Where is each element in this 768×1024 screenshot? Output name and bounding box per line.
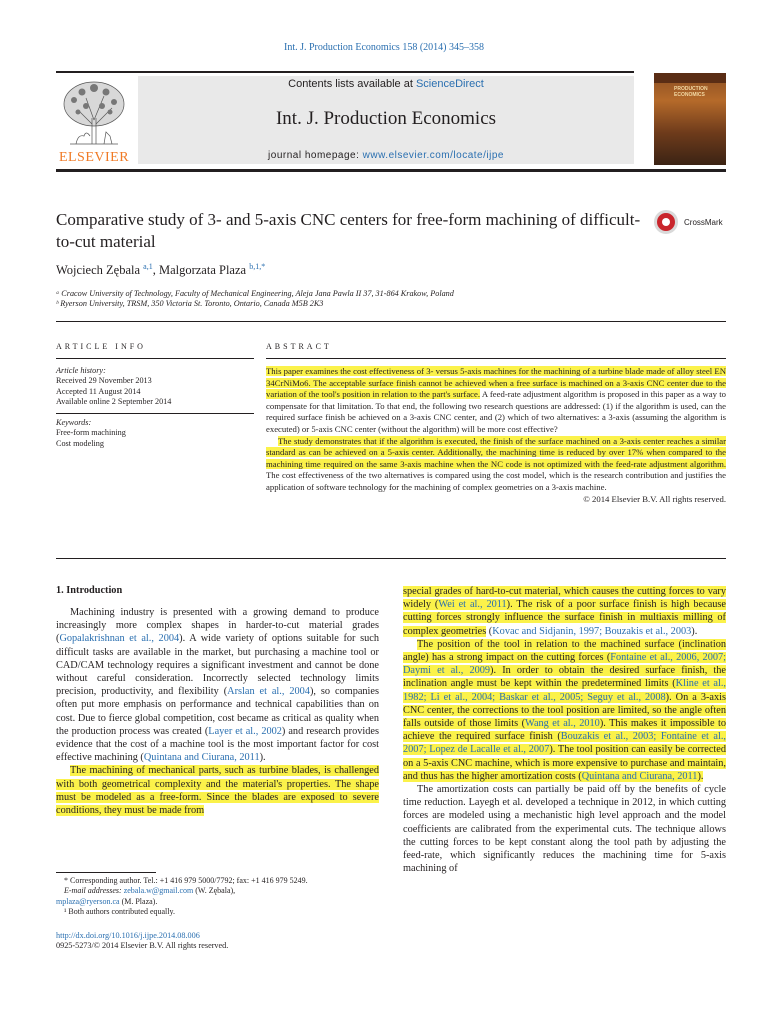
body-text: The position of the tool in relation to the machined surface (inclination angle) has a strong impact on the cutting forces ( <box>403 638 726 664</box>
divider <box>56 558 726 559</box>
email-note <box>56 886 379 896</box>
body-text: ). <box>691 625 698 637</box>
email-owner: (W. Zębala), <box>193 886 236 896</box>
article-history <box>56 366 254 407</box>
header-rule-top <box>56 71 634 73</box>
abstract-heading: ABSTRACT <box>266 342 332 351</box>
email-owner: (M. Plaza). <box>119 896 158 906</box>
cover-title: PRODUCTION ECONOMICS <box>674 86 708 98</box>
body-text: ), so companies often put more emphasis on performance and technical capabilities than on cost. Due to fierce global competition, cost became as critical as quality when the production process was created ( <box>56 686 380 737</box>
body-text: ( <box>486 625 493 637</box>
email-note <box>56 897 379 907</box>
crossmark-icon[interactable] <box>654 210 678 234</box>
citation-link[interactable]: Wei et al., 2011 <box>438 599 507 611</box>
email-label: E-mail addresses: <box>64 886 124 896</box>
body-paragraph <box>56 764 379 817</box>
header-rule-bottom <box>56 169 726 172</box>
citation-link[interactable]: Layer et al., 2002 <box>208 725 282 737</box>
publisher-wordmark: ELSEVIER <box>58 150 130 165</box>
accepted-date: Accepted 11 August 2014 <box>56 386 141 396</box>
contents-line <box>138 78 634 90</box>
contents-prefix: Contents lists available at <box>288 78 416 90</box>
body-text: ). <box>697 770 704 782</box>
body-text: Machining industry is presented with a growing demand to produce increasingly more complex shapes in harder-to-cut material grades ( <box>56 607 379 645</box>
journal-cover-thumbnail[interactable] <box>654 73 726 165</box>
doi-block <box>56 931 228 952</box>
keyword: Free-form machining <box>56 428 126 438</box>
cover-header-bar <box>654 73 726 83</box>
citation-link[interactable]: Bouzakis et al., 2003; Fontaine et al., 2007; Lopez de Lacalle et al., 2007 <box>403 731 726 756</box>
email-link[interactable]: zebala.w@gmail.com <box>123 886 194 896</box>
keywords <box>56 418 254 449</box>
journal-reference[interactable]: Int. J. Production Economics 158 (2014) 345–358 <box>284 42 484 53</box>
affiliation-a: ᵃ Cracow University of Technology, Faculty of Mechanical Engineering, Aleja Jana Pawla II 37, 31-864 Krakow, Poland <box>56 289 454 298</box>
abstract-copyright: © 2014 Elsevier B.V. All rights reserved. <box>583 493 726 504</box>
body-text: ). This makes it impossible to achieve the required surface finish ( <box>403 718 726 743</box>
history-label: Article history: <box>56 366 106 375</box>
contribution-note: ¹ Both authors contributed equally. <box>64 906 175 916</box>
citation-link[interactable]: Arslan et al., 2004 <box>227 686 310 698</box>
body-text: ) and research provides evidence that the cost of a machine tool is the most important factor for cost effective machining ( <box>56 725 379 764</box>
divider <box>56 358 254 359</box>
footnotes <box>56 876 379 917</box>
abstract-text: A feed-rate adjustment algorithm is proposed in this paper as a way to compensate for that limitation. To that end, the following two research questions are addressed: (1) if the algorithm is used, can the required surface finish be achieved on a 3-axis CNC center, and (2) which of two alternatives: a 3-axis (assuming the algorithm is executed) or 5-axis CNC center (without the algorithm) will be more cost effective? <box>266 389 726 434</box>
body-column-left <box>56 606 379 817</box>
received-date: Received 29 November 2013 <box>56 376 152 386</box>
abstract-text: The cost effectiveness of the two alternatives is compared using the cost model, which is the research contribution and justifies the application of software technology for the machining of complex geometries on a 3-axis machine. <box>266 470 726 492</box>
body-paragraph <box>403 638 726 783</box>
sciencedirect-link[interactable]: ScienceDirect <box>415 78 484 90</box>
keywords-label: Keywords: <box>56 418 92 427</box>
highlight[interactable]: This paper examines the cost effectiveness of 3- versus 5-axis machines for the machining of a turbine blade made of alloy steel EN 34CrNiMo6. The acceptable surface finish cannot be achieved when a free surface is machined on a 3-axis CNC center due to the variation of the tool's position in relation to the part's surface. <box>266 366 726 400</box>
divider <box>56 413 254 414</box>
body-text: ). A wide variety of options suitable for such difficult tasks are available in the market, but purchasing a machine tool or CAD/CAM technology requires a significant investment and cannot be done without careful consideration. Incorrectly selected technology limits precision, productivity, and flexibility ( <box>56 633 379 698</box>
citation-link[interactable]: Fontaine et al., 2006, 2007; Daymi et al., 2009 <box>403 652 727 677</box>
citation-link[interactable]: Quintana and Ciurana, 2011 <box>143 752 260 764</box>
journal-homepage-link[interactable]: www.elsevier.com/locate/ijpe <box>362 150 504 161</box>
body-column-right <box>403 585 726 875</box>
email-link[interactable]: mplaza@ryerson.ca <box>56 896 120 906</box>
body-text: ). The risk of a poor surface finish is high because cutting forces strongly influence the surface finish in multiaxis milling of complex geometries <box>403 599 726 637</box>
author-affiliation-marker[interactable]: a,1 <box>143 262 153 271</box>
citation-link[interactable]: Gopalakrishnan et al., 2004 <box>59 633 180 645</box>
author-affiliation-marker[interactable]: b,1,* <box>249 262 266 271</box>
divider <box>266 358 726 359</box>
online-date: Available online 2 September 2014 <box>56 396 172 406</box>
keyword: Cost modeling <box>56 438 104 448</box>
journal-homepage-line <box>138 150 634 161</box>
highlight[interactable]: The machining of mechanical parts, such as turbine blades, is challenged with both geometrical complexity and the material's properties. The shape must be modeled as a free-form. Since the blades are exposed to severe conditions, they must be made from <box>56 765 379 817</box>
corresponding-author-note: * Corresponding author. Tel.: +1 416 979 5000/7792; fax: +1 416 979 5249. <box>64 876 308 885</box>
body-text: ). The tool position can easily be corrected on a 5-axis CNC machine, which is more expensive to purchase and maintain, and thus has the higher amortization costs ( <box>403 744 726 782</box>
body-text: special grades of hard-to-cut material, which causes the cutting forces to vary widely ( <box>403 586 726 611</box>
section-heading: 1. Introduction <box>56 585 123 596</box>
body-paragraph <box>56 606 379 764</box>
body-text: ). On a 3-axis CNC center, the corrections to the tool position are limited, so the angle often falls outside of those limits ( <box>403 691 727 730</box>
divider <box>56 321 726 322</box>
abstract-body <box>266 366 726 505</box>
body-paragraph: The amortization costs can partially be paid off by the benefits of cycle time reduction. Layegh et al. developed a technique in 2012, in which cutting forces are modeled using a mechanistic high level approach and the model coefficients are calibrated from the experimental cuts. The technique allows the cutting forces to be kept constant along the tool path by adjusting the feed-rate, which significantly reduces the machining time for 5-axis machining of <box>403 784 726 875</box>
footnote-rule <box>56 872 156 873</box>
body-paragraph <box>403 585 726 638</box>
highlight[interactable]: The study demonstrates that if the algorithm is executed, the finish of the surface machined on a 3-axis center reaches a similar standard as can be achieved on a 5-axis center. Additionally, the machining time is reduced by over 17% when compared to the machining time required on the same 3-axis machine when the NC code is not optimized with the feed-rate adjustment algorithm. <box>266 435 726 469</box>
affiliation-b: ᵇ Ryerson University, TRSM, 350 Victoria St. Toronto, Ontario, Canada M5B 2K3 <box>56 299 324 308</box>
article-info-heading: ARTICLE INFO <box>56 342 146 351</box>
highlight[interactable] <box>403 639 726 782</box>
body-text: ). <box>259 752 266 764</box>
doi-link[interactable]: http://dx.doi.org/10.1016/j.ijpe.2014.08.006 <box>56 931 200 940</box>
abstract-paragraph <box>266 366 726 436</box>
author-list <box>56 262 265 278</box>
crossmark-label[interactable]: CrossMark <box>684 218 723 227</box>
author-name: Malgorzata Plaza <box>158 263 247 278</box>
citation-link[interactable]: Kline et al., 1982; Li et al., 2004; Baskar et al., 2005; Seguy et al., 2008 <box>403 678 726 703</box>
citation-link[interactable]: Kovac and Sidjanin, 1997; Bouzakis et al., 2003 <box>492 625 692 637</box>
body-text: ). In order to obtain the desired surface finish, the inclination angle must be kept within the predetermined limits ( <box>403 665 726 690</box>
homepage-prefix: journal homepage: <box>268 150 363 161</box>
author-name: Wojciech Zębala <box>56 263 141 278</box>
paper-title: Comparative study of 3- and 5-axis CNC centers for free-form machining of difficult-to-cut material <box>56 210 641 251</box>
author-separator: , <box>152 263 159 278</box>
journal-title: Int. J. Production Economics <box>275 108 497 129</box>
citation-link[interactable]: Quintana and Ciurana, 2011 <box>581 770 698 782</box>
abstract-paragraph <box>266 436 726 494</box>
citation-link[interactable]: Wang et al., 2010 <box>525 718 600 730</box>
issn-copyright: 0925-5273/© 2014 Elsevier B.V. All rights reserved. <box>56 941 229 951</box>
